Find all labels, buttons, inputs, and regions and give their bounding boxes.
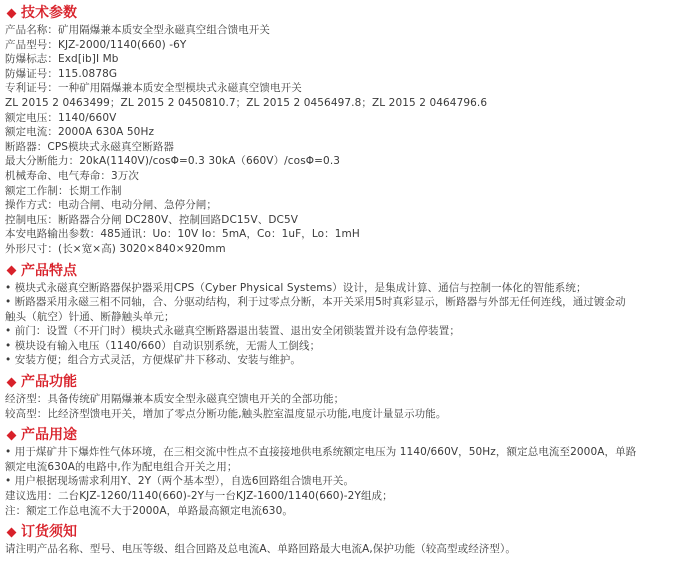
- spec-line: 产品名称：矿用隔爆兼本质安全型永磁真空组合馈电开关: [5, 24, 270, 36]
- feature-line: 触头（航空）针通、断静触头单元；: [5, 310, 175, 323]
- spec-line: 防爆标志：Exd[ib]I Mb: [5, 53, 119, 66]
- feature-line: • 断路器采用永磁三相不同轴，合、分驱动结构，利于过零点分断，本开关采用5时真彩显示，断路器与外部无任何连线，通过镀金动: [5, 296, 626, 309]
- spec-line: 额定电压：1140/660V: [5, 111, 117, 124]
- spec-line: ZL 2015 2 0463499；ZL 2015 2 0450810.7；ZL 2015 2 0456497.8；ZL 2015 2 0464796.6: [5, 96, 488, 109]
- diamond-bullet-icon: [7, 430, 17, 440]
- feature-line: • 模块式永磁真空断路器保护器采用CPS（Cyber Physical Systems）设计，是集成计算、通信与控制一体化的智能系统；: [5, 281, 587, 294]
- section-title-text: 技术参数: [21, 5, 77, 21]
- feature-line: • 安装方便；组合方式灵活，方便煤矿井下移动、安装与维护。: [5, 354, 301, 367]
- diamond-bullet-icon: [7, 527, 17, 537]
- spec-line: 产品型号：KJZ-2000/1140(660) -6Y: [5, 38, 187, 51]
- section-title-usage: [5, 425, 700, 445]
- spec-line: 本安电路输出参数：485通讯：Uo：10V Io：5mA，Co：1uF，Lo：1mH: [5, 228, 360, 241]
- product-spec-page: [0, 3, 700, 565]
- feature-line: • 模块设有输入电压（1140/660）自动识别系统，无需人工倒线；: [5, 339, 321, 352]
- diamond-bullet-icon: [7, 8, 17, 18]
- spec-line: 断路器：CPS模块式永磁真空断路器: [5, 140, 175, 153]
- spec-line: 最大分断能力：20kA(1140V)/cosΦ=0.3 30kA（660V）/cosΦ=0.3: [5, 155, 341, 168]
- section-title-text: 订货须知: [21, 524, 77, 541]
- section-title-functions: [5, 372, 700, 392]
- usage-line: 额定电流630A的电路中,作为配电组合开关之用；: [5, 460, 238, 473]
- spec-line: 外形尺寸：(长×宽×高) 3020×840×920mm: [5, 242, 226, 255]
- spec-line: 操作方式：电动合闸、电动分闸、急停分闸；: [5, 199, 217, 212]
- function-line: 经济型：具备传统矿用隔爆兼本质安全型永磁真空馈电开关的全部功能；: [5, 393, 345, 406]
- function-line: 较高型：比经济型馈电开关，增加了零点分断功能,触头腔室温度显示功能,电度计量显示功能。: [5, 407, 447, 420]
- spec-line: 专利证号：一种矿用隔爆兼本质安全型模块式永磁真空馈电开关: [5, 82, 302, 95]
- section-title-text: 产品用途: [21, 427, 77, 444]
- diamond-bullet-icon: [7, 266, 17, 276]
- section-title-features: [5, 261, 700, 281]
- feature-line: • 前门：设置（不开门时）模块式永磁真空断路器退出装置、退出安全闭锁装置并设有急停装置；: [5, 325, 460, 338]
- usage-line: 建议选用：二台KJZ-1260/1140(660)-2Y与一台KJZ-1600/1140(660)-2Y组成；: [5, 490, 393, 503]
- diamond-bullet-icon: [7, 377, 17, 387]
- section-title-order: [5, 522, 700, 542]
- section-title-text: 产品特点: [21, 262, 77, 279]
- usage-line: 注：额定工作总电流不大于2000A，单路最高额定电流630。: [5, 504, 293, 517]
- spec-line: 控制电压：断路器合分闸 DC280V、控制回路DC15V、DC5V: [5, 213, 299, 226]
- order-line: 请注明产品名称、型号、电压等级、组合回路及总电流A、单路回路最大电流A,保护功能（较高型或经济型）。: [5, 543, 516, 556]
- section-title-tech: [5, 3, 700, 23]
- usage-line: • 用于煤矿井下爆炸性气体环境，在三相交流中性点不直接接地供电系统额定电压为 1140/660V，50Hz，额定总电流至2000A，单路: [5, 446, 637, 459]
- spec-line: 机械寿命、电气寿命：3万次: [5, 169, 139, 182]
- spec-line: 额定电流：2000A 630A 50Hz: [5, 126, 155, 139]
- spec-line: 防爆证号：115.0878G: [5, 67, 118, 80]
- spec-line: 额定工作制：长期工作制: [5, 184, 122, 197]
- usage-line: • 用户根据现场需求利用Y、2Y（两个基本型），自选6回路组合馈电开关。: [5, 475, 355, 488]
- section-title-text: 产品功能: [21, 374, 77, 391]
